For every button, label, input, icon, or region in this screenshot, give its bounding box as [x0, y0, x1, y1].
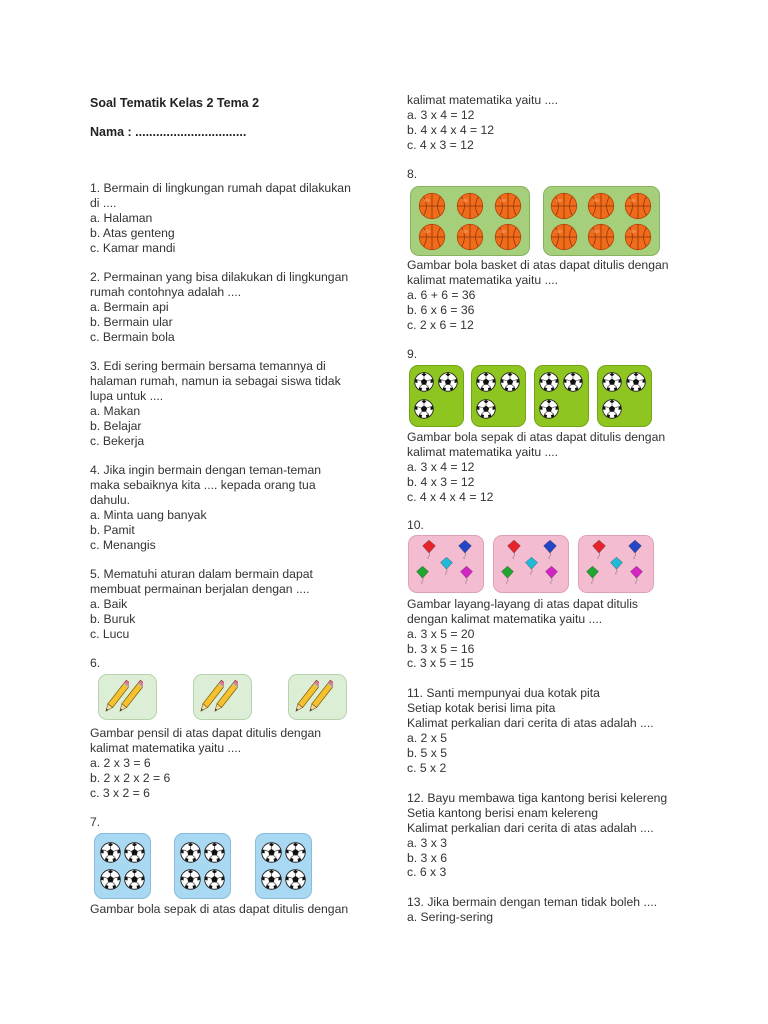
- soccer-balls-3: [472, 366, 525, 426]
- pencil-box-1: [98, 674, 157, 720]
- text-line: dahulu.: [90, 493, 130, 507]
- worksheet-title: Soal Tematik Kelas 2 Tema 2: [90, 96, 260, 110]
- basketball-box-1: [410, 186, 530, 256]
- soccer-balls-3: [598, 366, 651, 426]
- text-line: Setia kantong berisi enam kelereng: [407, 806, 599, 820]
- soccer-balls-4: [175, 834, 230, 898]
- pencil-pair-3: [289, 675, 346, 719]
- text-line: Gambar bola basket di atas dapat ditulis dengan: [407, 258, 669, 272]
- text-line: halaman rumah, namun ia sebagai siswa tidak: [90, 374, 341, 388]
- text-line: 2. Permainan yang bisa dilakukan di lingkungan: [90, 270, 349, 284]
- text-line: b. 3 x 5 = 16: [407, 642, 475, 656]
- text-line: 3. Edi sering bermain bersama temannya di: [90, 359, 326, 373]
- text-line: membuat permainan berjalan dengan ....: [90, 582, 310, 596]
- text-line: c. Menangis: [90, 538, 156, 552]
- text-line: Kalimat perkalian dari cerita di atas adalah ....: [407, 716, 654, 730]
- text-line: a. 3 x 3: [407, 836, 447, 850]
- text-line: a. 3 x 5 = 20: [407, 627, 475, 641]
- text-line: c. 2 x 6 = 12: [407, 318, 474, 332]
- text-line: c. 5 x 2: [407, 761, 447, 775]
- kites-5: [494, 536, 568, 592]
- text-line: 10.: [407, 518, 424, 532]
- text-line: di ....: [90, 196, 117, 210]
- text-line: kalimat matematika yaitu ....: [407, 273, 559, 287]
- kites-5: [579, 536, 653, 592]
- text-line: c. 6 x 3: [407, 865, 447, 879]
- text-line: b. 4 x 3 = 12: [407, 475, 475, 489]
- text-line: a. Sering-sering: [407, 910, 494, 924]
- text-line: 1. Bermain di lingkungan rumah dapat dilakukan: [90, 181, 351, 195]
- soccer-box-green-3: [534, 365, 589, 427]
- text-line: b. 2 x 2 x 2 = 6: [90, 771, 171, 785]
- text-line: b. Belajar: [90, 419, 142, 433]
- text-line: Setiap kotak berisi lima pita: [407, 701, 556, 715]
- text-line: 4. Jika ingin bermain dengan teman-teman: [90, 463, 322, 477]
- basketball-box-2: [543, 186, 660, 256]
- pencil-box-2: [193, 674, 252, 720]
- text-line: c. Kamar mandi: [90, 241, 176, 255]
- text-line: 9.: [407, 347, 418, 361]
- kite-box-3: [578, 535, 654, 593]
- text-line: b. Pamit: [90, 523, 135, 537]
- pencil-pair-2: [194, 675, 251, 719]
- kites-5: [409, 536, 483, 592]
- text-line: 5. Mematuhi aturan dalam bermain dapat: [90, 567, 313, 581]
- text-line: rumah contohnya adalah ....: [90, 285, 242, 299]
- soccer-balls-4: [95, 834, 150, 898]
- text-line: 12. Bayu membawa tiga kantong berisi kelereng: [407, 791, 668, 805]
- text-line: c. Bekerja: [90, 434, 145, 448]
- text-line: 11. Santi mempunyai dua kotak pita: [407, 686, 600, 700]
- basketballs-6: [411, 187, 529, 255]
- text-line: 8.: [407, 167, 418, 181]
- kite-box-1: [408, 535, 484, 593]
- pencil-pair-1: [99, 675, 156, 719]
- text-line: c. 4 x 4 x 4 = 12: [407, 490, 494, 504]
- text-line: a. 2 x 3 = 6: [90, 756, 151, 770]
- pencil-box-3: [288, 674, 347, 720]
- text-line: Gambar bola sepak di atas dapat ditulis dengan: [90, 902, 349, 916]
- basketballs-6: [544, 187, 659, 255]
- text-line: a. 3 x 4 = 12: [407, 108, 475, 122]
- text-line: b. Atas genteng: [90, 226, 175, 240]
- soccer-box-blue-1: [94, 833, 151, 899]
- text-line: Gambar pensil di atas dapat ditulis dengan: [90, 726, 322, 740]
- text-line: kalimat matematika yaitu ....: [407, 93, 559, 107]
- text-line: a. Makan: [90, 404, 141, 418]
- text-line: b. Buruk: [90, 612, 136, 626]
- soccer-box-blue-2: [174, 833, 231, 899]
- soccer-balls-3: [535, 366, 588, 426]
- soccer-box-green-2: [471, 365, 526, 427]
- soccer-box-green-1: [409, 365, 464, 427]
- text-line: b. 3 x 6: [407, 851, 447, 865]
- text-line: c. 4 x 3 = 12: [407, 138, 474, 152]
- text-line: c. 3 x 5 = 15: [407, 656, 474, 670]
- soccer-balls-3: [410, 366, 463, 426]
- text-line: Gambar layang-layang di atas dapat ditulis: [407, 597, 639, 611]
- soccer-box-green-4: [597, 365, 652, 427]
- soccer-balls-4: [256, 834, 311, 898]
- text-line: 7.: [90, 815, 101, 829]
- text-line: c. 3 x 2 = 6: [90, 786, 150, 800]
- text-line: a. Minta uang banyak: [90, 508, 207, 522]
- text-line: a. 3 x 4 = 12: [407, 460, 475, 474]
- text-line: maka sebaiknya kita .... kepada orang tua: [90, 478, 316, 492]
- soccer-box-blue-3: [255, 833, 312, 899]
- text-line: c. Lucu: [90, 627, 130, 641]
- text-line: dengan kalimat matematika yaitu ....: [407, 612, 603, 626]
- kite-box-2: [493, 535, 569, 593]
- text-line: b. 4 x 4 x 4 = 12: [407, 123, 495, 137]
- text-line: lupa untuk ....: [90, 389, 164, 403]
- text-line: Kalimat perkalian dari cerita di atas adalah ....: [407, 821, 654, 835]
- text-line: kalimat matematika yaitu ....: [90, 741, 242, 755]
- text-line: a. Halaman: [90, 211, 153, 225]
- text-line: kalimat matematika yaitu ....: [407, 445, 559, 459]
- text-line: b. Bermain ular: [90, 315, 173, 329]
- text-line: 6.: [90, 656, 101, 670]
- text-line: a. 2 x 5: [407, 731, 447, 745]
- text-line: a. 6 + 6 = 36: [407, 288, 476, 302]
- text-line: a. Bermain api: [90, 300, 169, 314]
- text-line: 13. Jika bermain dengan teman tidak boleh ....: [407, 895, 657, 909]
- text-line: a. Baik: [90, 597, 128, 611]
- name-field: Nama : ................................: [90, 125, 247, 139]
- text-line: c. Bermain bola: [90, 330, 175, 344]
- text-line: b. 6 x 6 = 36: [407, 303, 475, 317]
- text-line: Gambar bola sepak di atas dapat ditulis dengan: [407, 430, 666, 444]
- text-line: b. 5 x 5: [407, 746, 447, 760]
